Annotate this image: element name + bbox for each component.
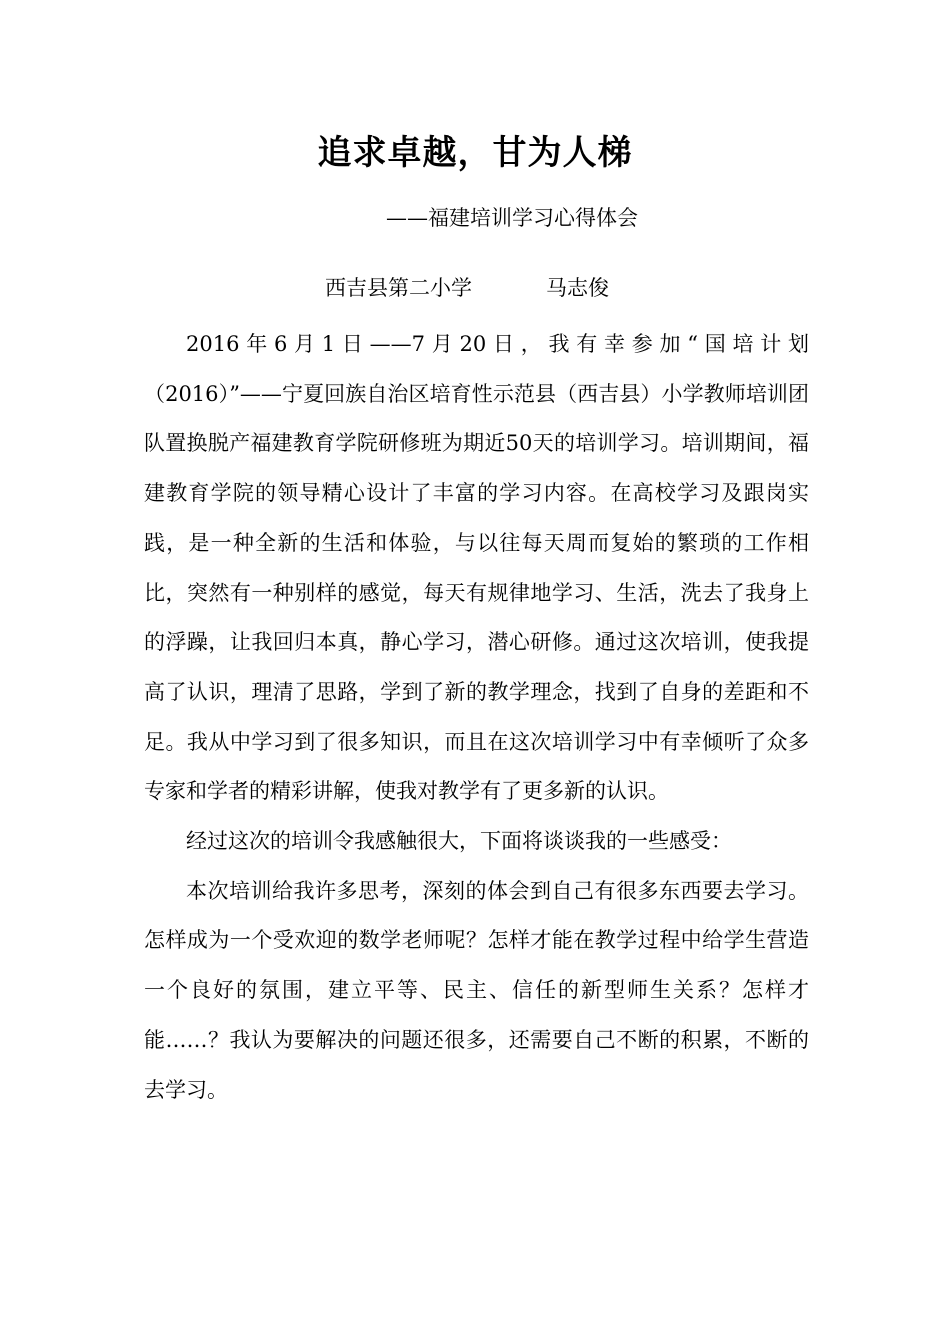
byline-author: 马志俊 [546, 276, 609, 300]
byline [325, 270, 609, 306]
paragraph-3: 本次培训给我许多思考，深刻的体会到自己有很多东西要去学习。怎样成为一个受欢迎的数学老师呢？怎样才能在教学过程中给学生营造一个良好的氛围，建立平等、民主、信任的新型师生关系？怎样才能……？我认为要解决的问题还很多，还需要自己不断的积累，不断的去学习。 [144, 878, 809, 1102]
paragraph-1: 2016年6月1日——7月20日，我有幸参加“国培计划（2016）”——宁夏回族自治区培育性示范县（西吉县）小学教师培训团队置换脱产福建教育学院研修班为期近50天的培训学习。培训期间，福建教育学院的领导精心设计了丰富的学习内容。在高校学习及跟岗实践，是一种全新的生活和体验，与以往每天周而复始的繁琐的工作相比，突然有一种别样的感觉，每天有规律地学习、生活，洗去了我身上的浮躁，让我回归本真，静心学习，潜心研修。通过这次培训，使我提高了认识，理清了思路，学到了新的教学理念，找到了自身的差距和不足。我从中学习到了很多知识，而且在这次培训学习中有幸倾听了众多专家和学者的精彩讲解，使我对教学有了更多新的认识。 [144, 332, 809, 804]
document-body [144, 320, 809, 1115]
document-title: 追求卓越，甘为人梯 [317, 133, 633, 173]
byline-school: 西吉县第二小学 [325, 276, 472, 300]
document-subtitle: ——福建培训学习心得体会 [386, 206, 638, 230]
paragraph-2: 经过这次的培训令我感触很大，下面将谈谈我的一些感受： [186, 829, 732, 854]
